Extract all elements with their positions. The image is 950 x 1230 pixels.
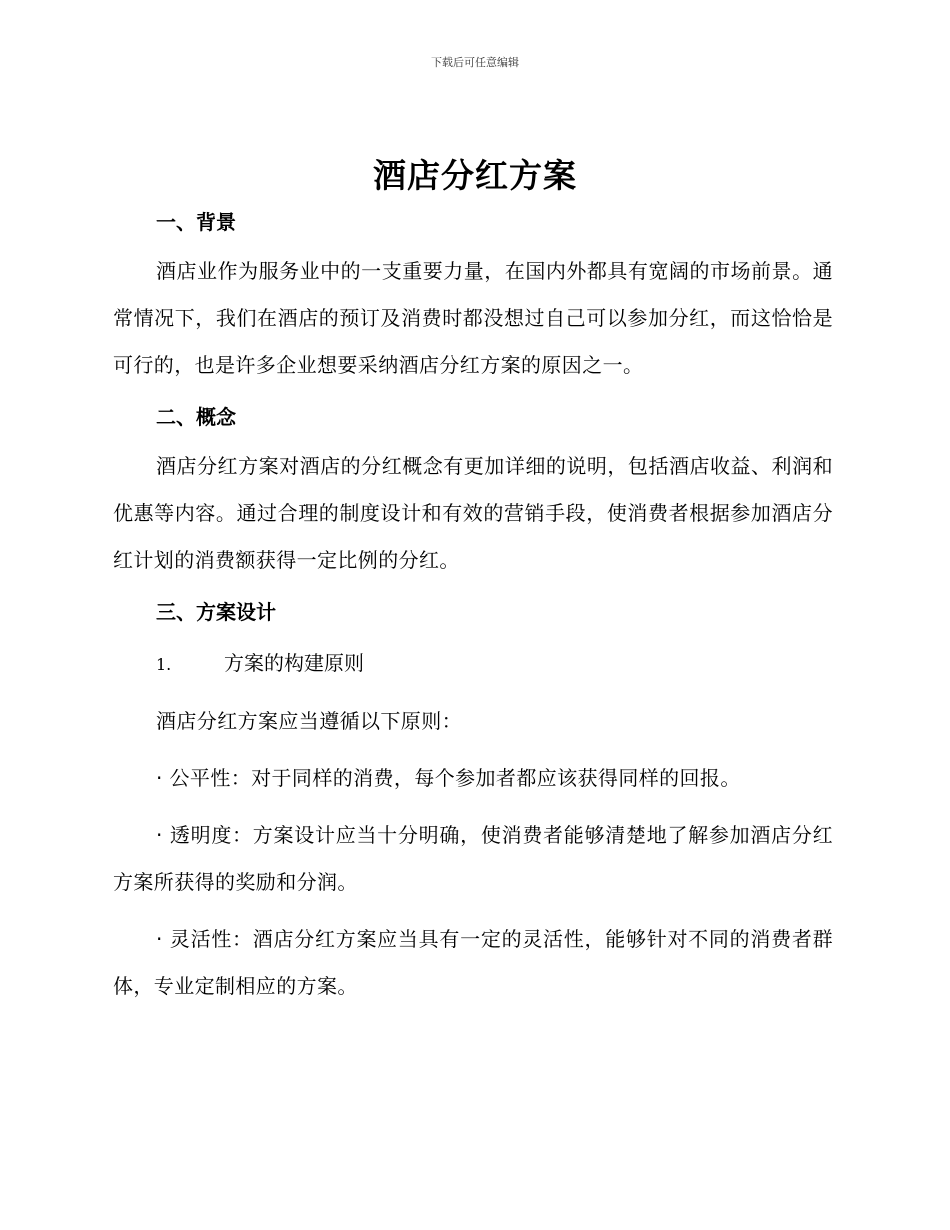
header-note: 下载后可任意编辑 <box>431 56 519 69</box>
paragraph-background: 酒店业作为服务业中的一支重要力量，在国内外都具有宽阔的市场前景。通常情况下，我们在酒店的预订及消费时都没想过自己可以参加分红，而这恰恰是可行的，也是许多企业想要采纳酒店分红方案的原因之一。 <box>113 259 833 377</box>
principle-flexibility: · 灵活性：酒店分红方案应当具有一定的灵活性，能够针对不同的消费者群体，专业定制相应的方案。 <box>113 927 833 998</box>
principle-transparency: · 透明度：方案设计应当十分明确，使消费者能够清楚地了解参加酒店分红方案所获得的奖励和分润。 <box>113 823 833 894</box>
section-heading-concept: 二、概念 <box>156 405 236 429</box>
document-body <box>113 204 833 1010</box>
list-number: 1. <box>156 655 172 674</box>
numbered-item-1 <box>113 640 833 688</box>
principle-fairness: · 公平性：对于同样的消费，每个参加者都应该获得同样的回报。 <box>156 766 741 790</box>
paragraph-concept: 酒店分红方案对酒店的分红概念有更加详细的说明，包括酒店收益、利润和优惠等内容。通过合理的制度设计和有效的营销手段，使消费者根据参加酒店分红计划的消费额获得一定比例的分红。 <box>113 454 833 572</box>
principles-intro: 酒店分红方案应当遵循以下原则： <box>156 709 462 733</box>
list-item-title: 方案的构建原则 <box>224 651 364 675</box>
section-heading-background: 一、背景 <box>156 210 236 234</box>
document-title: 酒店分红方案 <box>373 156 577 195</box>
section-heading-design: 三、方案设计 <box>156 600 276 624</box>
